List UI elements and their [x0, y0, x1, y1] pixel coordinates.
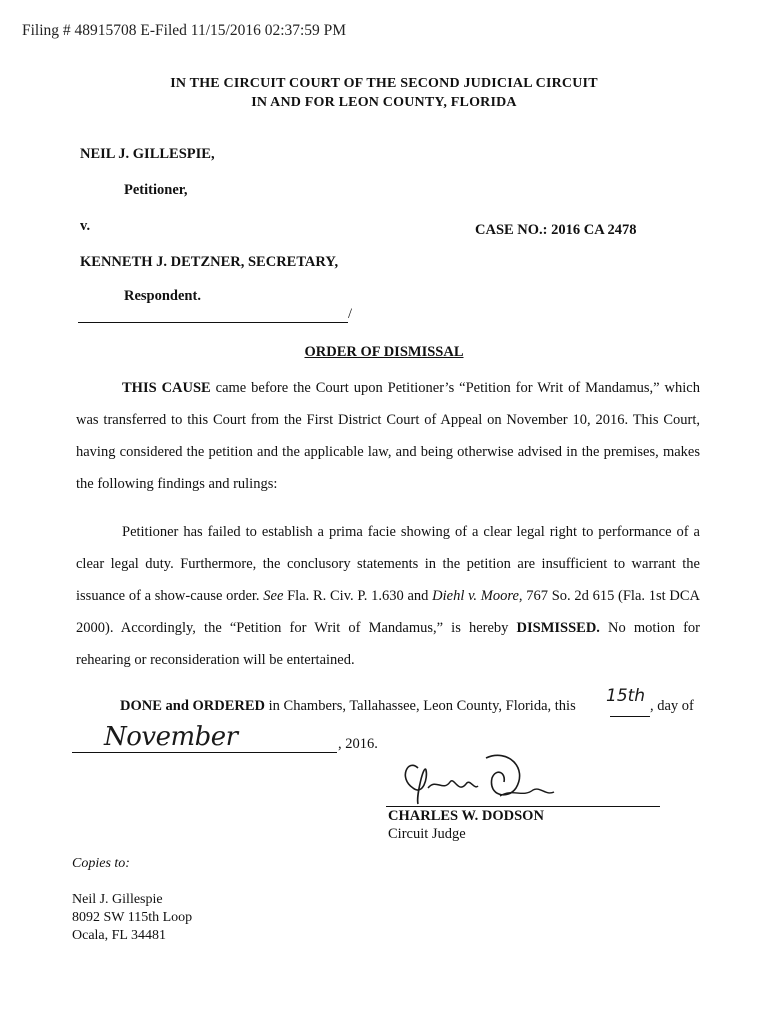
- petitioner-role: Petitioner,: [124, 182, 188, 198]
- judge-title: Circuit Judge: [388, 826, 466, 842]
- case-number: CASE NO.: 2016 CA 2478: [475, 222, 637, 238]
- court-name-line2: IN AND FOR LEON COUNTY, FLORIDA: [251, 95, 517, 110]
- day-rule: [610, 716, 650, 717]
- ruling-text-c: , 767 So. 2d 615 (Fla. 1st DCA 2000). Accordingly, the “Petition for Writ of Mandamus,” is hereby: [76, 588, 700, 636]
- ruling-text-a: Petitioner has failed to establish a prima facie showing of a clear legal right to performance of a clear legal duty. Furthermore, the conclusory statements in the petition are insufficient to warrant the issuance of a show-cause order.: [76, 524, 700, 604]
- ruling-text-b: Fla. R. Civ. P. 1.630 and: [283, 588, 433, 604]
- done-ordered-text: in Chambers, Tallahassee, Leon County, Florida, this: [265, 698, 576, 714]
- judge-signature-graphic: [388, 748, 568, 810]
- done-ordered-line: [120, 698, 576, 715]
- copies-line-3: Ocala, FL 34481: [72, 928, 166, 943]
- case-citation: Diehl v. Moore: [432, 588, 519, 604]
- done-ordered-lead: DONE and ORDERED: [120, 698, 266, 714]
- handwritten-month: November: [104, 722, 238, 752]
- caption-slash: /: [348, 306, 353, 322]
- petitioner-name: NEIL J. GILLESPIE,: [80, 146, 215, 162]
- respondent-role: Respondent.: [124, 288, 201, 304]
- dismissed-word: DISMISSED.: [516, 620, 600, 636]
- see-signal: See: [263, 588, 284, 604]
- month-rule: [72, 752, 337, 753]
- paragraph-ruling: [76, 516, 700, 676]
- copies-label: Copies to:: [72, 856, 130, 871]
- court-name-line1: IN THE CIRCUIT COURT OF THE SECOND JUDICIAL CIRCUIT: [170, 76, 598, 91]
- ruling-text-d: No motion for rehearing or reconsideration will be entertained.: [76, 620, 700, 668]
- paragraph1-text: came before the Court upon Petitioner’s “Petition for Writ of Mandamus,” which was transferred to this Court from the First District Court of Appeal on November 10, 2016. This Court, having considered the petition and the applicable law, and being otherwise advised in the premises, makes the following findings and rulings:: [76, 380, 700, 492]
- this-cause: THIS CAUSE: [122, 380, 211, 396]
- signature-rule: [386, 806, 660, 807]
- caption-rule: [78, 322, 348, 323]
- year-text: , 2016.: [338, 736, 378, 752]
- respondent-name: KENNETH J. DETZNER, SECRETARY,: [80, 254, 339, 270]
- handwritten-day: 15th: [606, 686, 646, 706]
- copies-line-2: 8092 SW 115th Loop: [72, 910, 193, 925]
- copies-line-1: Neil J. Gillespie: [72, 892, 163, 907]
- judge-name: CHARLES W. DODSON: [388, 808, 544, 824]
- order-title: ORDER OF DISMISSAL: [304, 344, 464, 360]
- paragraph-findings-intro: [76, 372, 700, 500]
- day-of-suffix: , day of: [650, 698, 694, 714]
- filing-stamp: Filing # 48915708 E-Filed 11/15/2016 02:37:59 PM: [22, 22, 347, 39]
- versus: v.: [80, 218, 91, 234]
